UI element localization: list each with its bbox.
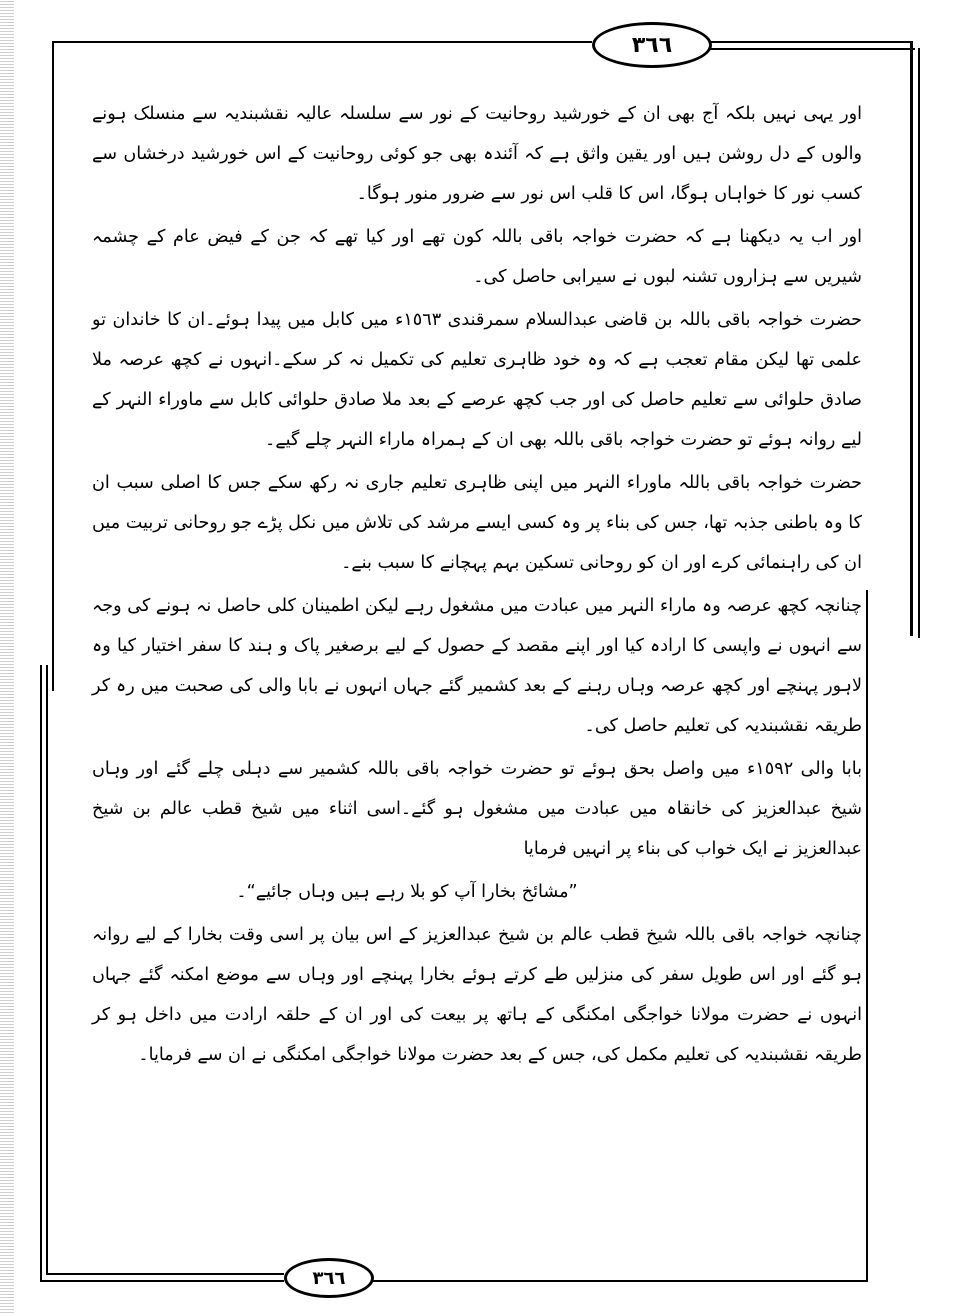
- page-body: [92, 94, 862, 1078]
- paragraph-6: بابا والی ١٥٩٢ء میں واصل بحق ہوئے تو حضرت خواجہ باقی باللہ کشمیر سے دہلی چلے گئے اور وہاں شیخ عبدالعزیز کی خانقاہ میں عبادت میں مشغول ہو گئے۔اسی اثناء میں شیخ قطب عالم بن شیخ عبدالعزیز نے ایک خواب کی بناء پر انہیں فرمایا: [92, 759, 862, 859]
- paragraph-1: اور یہی نہیں بلکہ آج بھی ان کے خورشید روحانیت کے نور سے سلسلہ عالیہ نقشبندیہ سے منسلک ہونے والوں کے دل روشن ہیں اور یقین واثق ہے کہ آئندہ بھی جو کوئی روحانیت کے اس خورشید درخشاں سے کسب نور کا خواہاں ہوگا، اس کا قلب اس نور سے ضرور منور ہوگا۔: [92, 104, 862, 204]
- quoted-saying: ”مشائخ بخارا آپ کو بلا رہے ہیں وہاں جائیے“۔: [236, 882, 578, 902]
- frame-top-left-line: [52, 41, 592, 43]
- page-number-bottom: ٣٦٦: [284, 1258, 374, 1298]
- frame-top-inner-line: [710, 48, 915, 50]
- scan-margin-strip: [0, 0, 14, 1313]
- frame-lower-left-outer: [40, 665, 42, 1282]
- frame-right-inner-line: [918, 48, 920, 638]
- paragraph-2: اور اب یہ دیکھنا ہے کہ حضرت خواجہ باقی باللہ کون تھے اور کیا تھے کہ جن کے فیض عام کے چشمہ شیریں سے ہزاروں تشنہ لبوں نے سیرابی حاصل کی۔: [92, 227, 862, 287]
- paragraph-5: چنانچہ کچھ عرصہ وہ ماراء النہر میں عبادت میں مشغول رہے لیکن اطمینان کلی حاصل نہ ہونے کی وجہ سے انہوں نے واپسی کا ارادہ کیا اور اپنے مقصد کے حصول کے لیے برصغیر پاک و ہند کا سفر اختیار کیا وہ لاہور پہنچے اور کچھ عرصہ وہاں رہنے کے بعد کشمیر گئے جہاں انہوں نے بابا والی کی صحبت میں رہ کر طریقہ نقشبندیہ کی تعلیم حاصل کی۔: [92, 596, 862, 736]
- frame-lower-left-inner: [46, 665, 48, 1275]
- page-number-top: ٣٦٦: [592, 22, 712, 68]
- frame-top-right-line: [710, 41, 910, 43]
- paragraph-4: حضرت خواجہ باقی باللہ ماوراء النہر میں اپنی ظاہری تعلیم جاری نہ رکھ سکے جس کا اصلی سبب ان کا وہ باطنی جذبہ تھا، جس کی بناء پر وہ کسی ایسے مرشد کی تلاش میں نکل پڑے جو روحانی تربیت میں ان کی راہنمائی کرے اور ان کو روحانی تسکین بہم پہچانے کا سبب بنے۔: [92, 473, 862, 573]
- frame-left-line: [52, 41, 54, 691]
- frame-lower-right-line: [866, 590, 868, 1280]
- frame-bottom-right-line: [372, 1280, 868, 1282]
- frame-bottom-left-inner: [46, 1273, 284, 1275]
- paragraph-closing: چنانچہ خواجہ باقی باللہ شیخ قطب عالم بن شیخ عبدالعزیز کے اس بیان پر اسی وقت بخارا کے لیے روانہ ہو گئے اور اس طویل سفر کی منزلیں طے کرتے ہوئے بخارا پہنچے اور وہاں سے موضع امکنہ گئے جہاں انہوں نے حضرت مولانا خواجگی امکنگی کے ہاتھ پر بیعت کی اور ان کے حلقہ ارادت میں داخل ہو کر طریقہ نقشبندیہ کی تعلیم مکمل کی، جس کے بعد حضرت مولانا خواجگی امکنگی نے ان سے فرمایا۔: [92, 925, 862, 1065]
- frame-bottom-left-line: [40, 1280, 284, 1282]
- frame-right-outer-line: [910, 41, 913, 636]
- paragraph-3: حضرت خواجہ باقی باللہ بن قاضی عبدالسلام سمرقندی ١٥٦٣ء میں کابل میں پیدا ہوئے۔ان کا خاندان تو علمی تھا لیکن مقام تعجب ہے کہ وہ خود ظاہری تعلیم کی تکمیل نہ کر سکے۔انہوں نے کچھ عرصہ ملا صادق حلوائی سے تعلیم حاصل کی اور جب کچھ عرصے کے بعد ملا صادق حلوائی کابل سے ماوراء النہر کے لیے روانہ ہوئے تو حضرت خواجہ باقی باللہ بھی ان کے ہمراہ ماراء النہر چلے گیے۔: [92, 310, 863, 450]
